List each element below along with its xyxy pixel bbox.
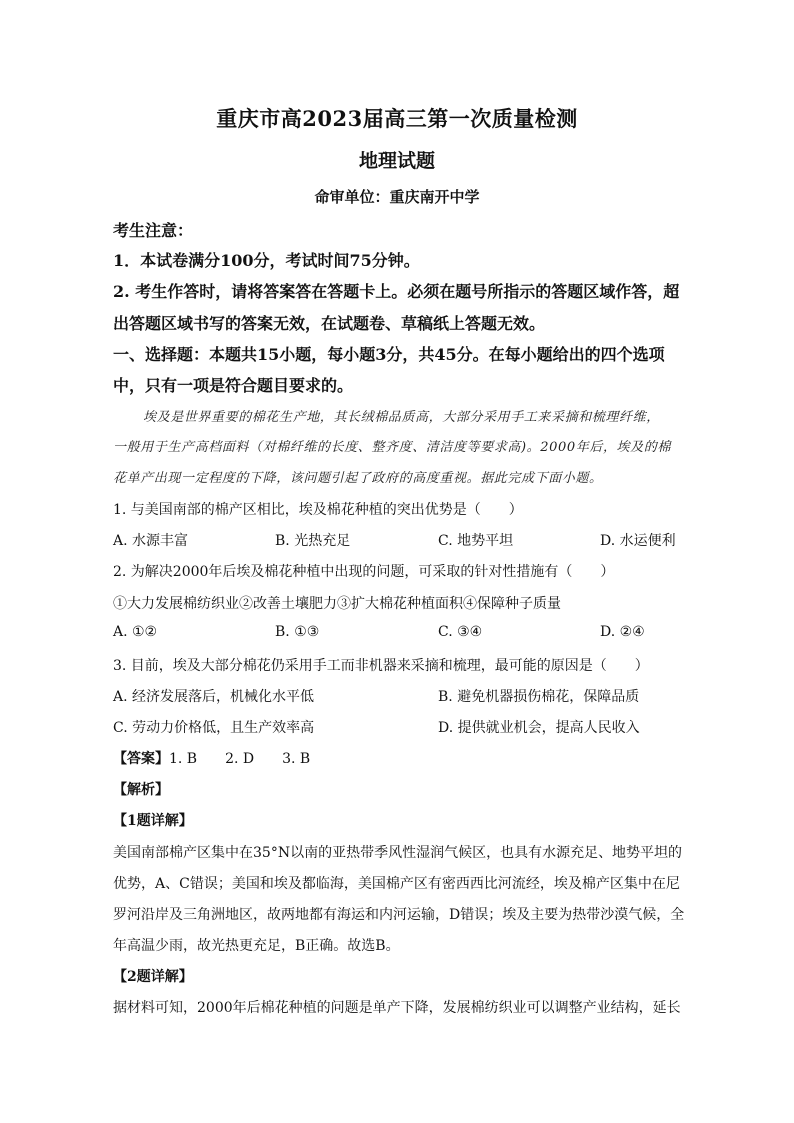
question-3-option-b: B. 避免机器损伤棉花，保障品质 [438, 689, 640, 705]
question-2-option-c: C. ③④ [438, 624, 483, 640]
answer-tag: 【答案】 [113, 751, 169, 767]
section-heading-line-2: 中，只有一项是符合题目要求的。 [113, 376, 354, 395]
question-1-option-d: D. 水运便利 [600, 533, 676, 549]
question-1-option-b: B. 光热充足 [275, 533, 351, 549]
detail-1-line: 优势，A、C错误；美国和埃及都临海，美国棉产区有密西西比河流经，埃及棉产区集中在尼 [113, 876, 680, 892]
question-1-stem: 1. 与美国南部的棉产区相比，埃及棉花种植的突出优势是（ ） [113, 502, 523, 518]
question-1-option-c: C. 地势平坦 [438, 533, 514, 549]
question-3-option-c: C. 劳动力价格低，且生产效率高 [113, 720, 315, 736]
document-subtitle: 地理试题 [358, 150, 435, 172]
answer-values: 1. B 2. D 3. B [169, 751, 311, 767]
question-3-stem: 3. 目前，埃及大部分棉花仍采用手工而非机器来采摘和梳理，最可能的原因是（ ） [113, 658, 649, 674]
detail-1-tag: 【1题详解】 [113, 813, 193, 829]
detail-2-line: 据材料可知，2000年后棉花种植的问题是单产下降，发展棉纺织业可以调整产业结构，延长 [113, 1000, 681, 1016]
analysis-tag: 【解析】 [113, 782, 169, 798]
material-line-3: 花单产出现一定程度的下降，该问题引起了政府的高度重视。据此完成下面小题。 [113, 471, 603, 486]
question-3-option-d: D. 提供就业机会，提高人民收入 [438, 720, 640, 736]
question-2-stem: 2. 为解决2000年后埃及棉花种植中出现的问题，可采取的针对性措施有（ ） [113, 564, 615, 580]
question-3-option-a: A. 经济发展落后，机械化水平低 [113, 689, 315, 705]
question-2-option-d: D. ②④ [600, 624, 645, 640]
detail-2-tag: 【2题详解】 [113, 969, 193, 985]
question-2-option-a: A. ①② [113, 624, 158, 640]
authoring-unit: 命审单位：重庆南开中学 [314, 188, 480, 206]
detail-1-line: 年高温少雨，故光热更充足，B正确。故选B。 [113, 938, 400, 954]
notice-item-2a: 2. 考生作答时，请将答案答在答题卡上。必须在题号所指示的答题区域作答，超 [113, 282, 680, 301]
question-2-option-b: B. ①③ [275, 624, 320, 640]
document-title: 重庆市高2023届高三第一次质量检测 [216, 106, 578, 131]
notice-item-2b: 出答题区域书写的答案无效，在试题卷、草稿纸上答题无效。 [113, 314, 546, 333]
material-line-2: 一般用于生产高档面料（对棉纤维的长度、整齐度、清洁度等要求高)。2000年后，埃及的棉 [113, 440, 671, 455]
section-heading-line-1: 一、选择题：本题共15小题，每小题3分，共45分。在每小题给出的四个选项 [113, 345, 665, 364]
notice-heading: 考生注意： [113, 221, 194, 240]
answer-line [113, 748, 310, 768]
detail-1-line: 美国南部棉产区集中在35°N以南的亚热带季风性湿润气候区，也具有水源充足、地势平坦的 [113, 845, 683, 861]
question-2-choices: ①大力发展棉纺织业②改善土壤肥力③扩大棉花种植面积④保障种子质量 [113, 596, 561, 612]
detail-1-line: 罗河沿岸及三角洲地区，故两地都有海运和内河运输，D错误；埃及主要为热带沙漠气候，全 [113, 907, 685, 923]
question-1-option-a: A. 水源丰富 [113, 533, 189, 549]
notice-item-1: 1．本试卷满分100分，考试时间75分钟。 [113, 251, 420, 270]
material-line-1: 埃及是世界重要的棉花生产地，其长绒棉品质高，大部分采用手工来采摘和梳理纤维， [143, 410, 660, 425]
